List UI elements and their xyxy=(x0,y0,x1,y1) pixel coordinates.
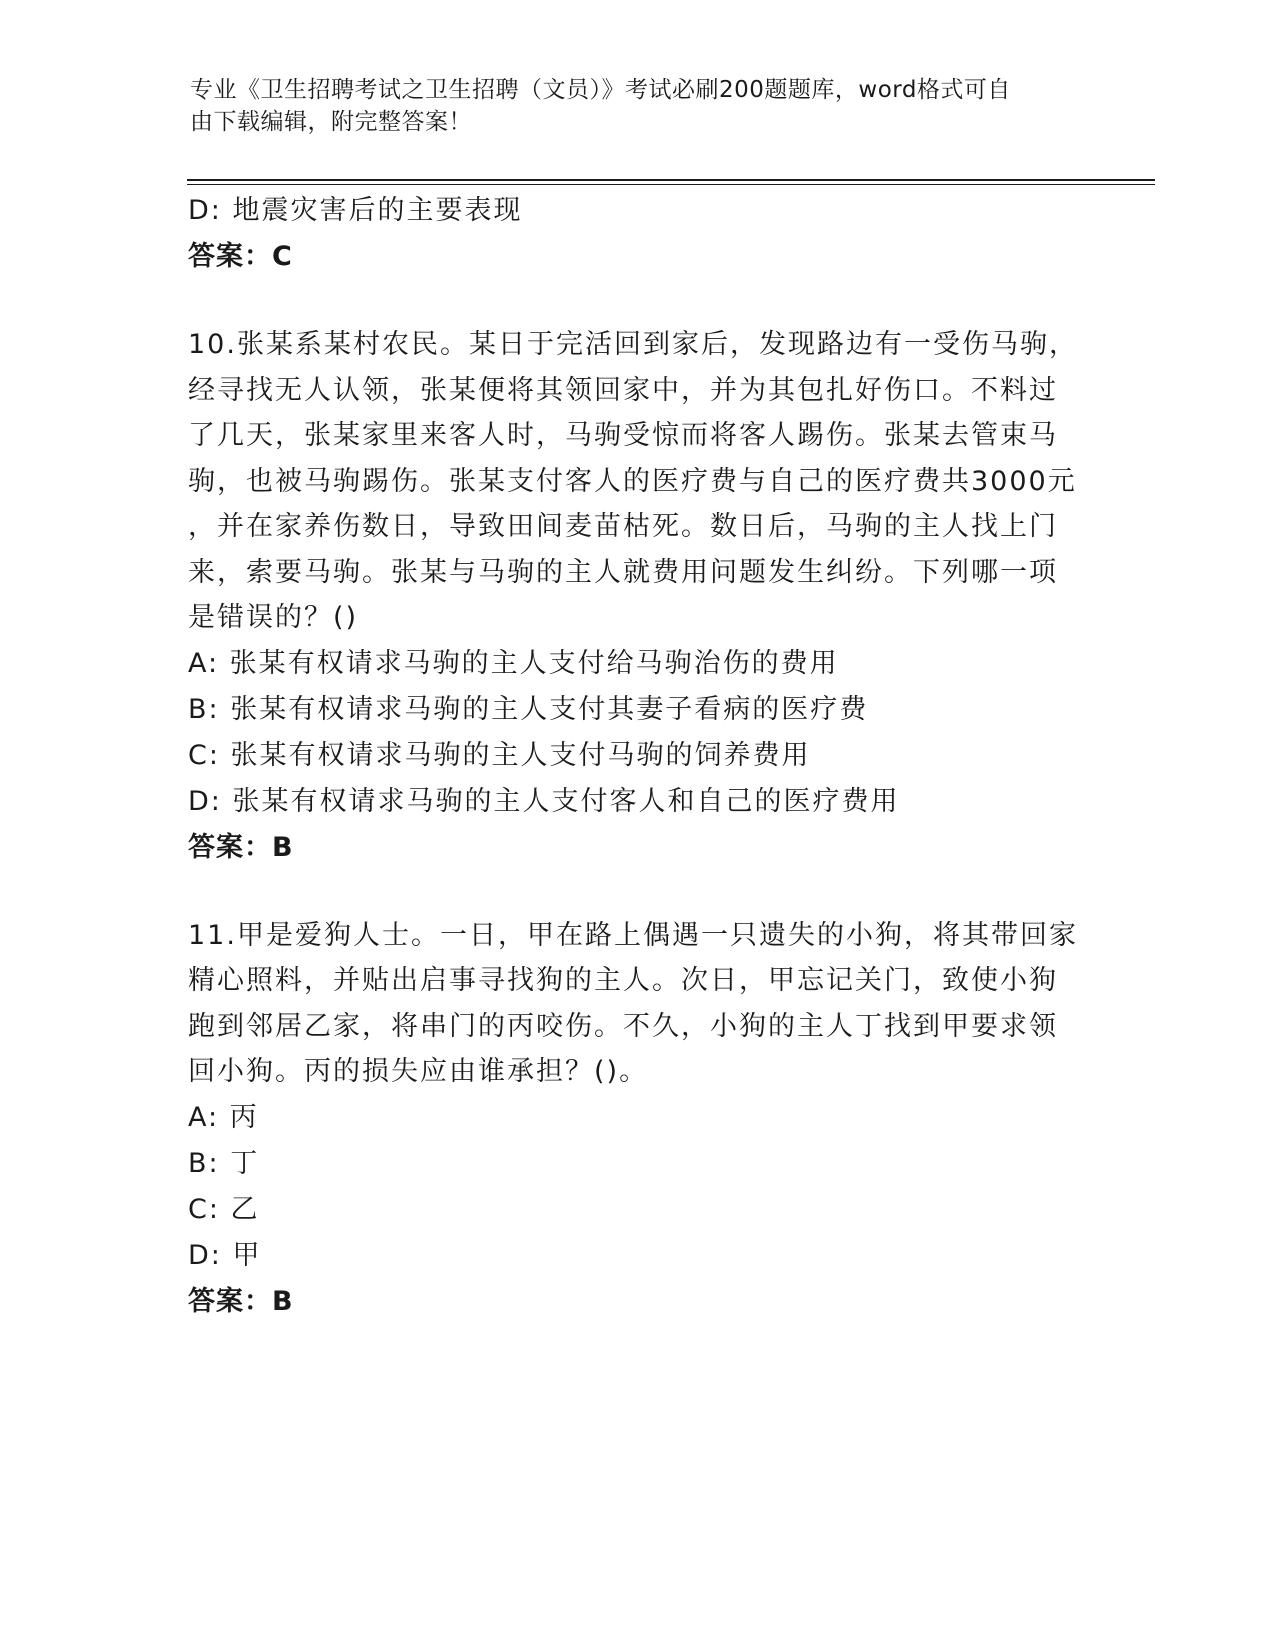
option-a: A: 丙 xyxy=(188,1101,259,1133)
previous-question-tail xyxy=(188,188,1088,280)
answer: 答案：C xyxy=(188,241,293,272)
answer: 答案：B xyxy=(188,1285,294,1317)
question-line: 是错误的？() xyxy=(188,602,359,633)
option-a: A: 张某有权请求马驹的主人支付给马驹治伤的费用 xyxy=(188,647,839,679)
question-line: 了几天，张某家里来客人时，马驹受惊而将客人踢伤。张某去管束马 xyxy=(188,420,1058,451)
document-body xyxy=(188,188,1088,1325)
question-11 xyxy=(188,913,1088,1325)
question-line: 经寻找无人认领，张某便将其领回家中，并为其包扎好伤口。不料过 xyxy=(188,374,1058,406)
spacer xyxy=(188,280,1088,322)
option-c: C: 张某有权请求马驹的主人支付马驹的饲养费用 xyxy=(188,739,811,771)
question-line: 10.张某系某村农民。某日于完活回到家后，发现路边有一受伤马驹， xyxy=(188,329,1078,360)
header-divider-thin xyxy=(187,184,1155,185)
option-d: D: 张某有权请求马驹的主人支付客人和自己的医疗费用 xyxy=(188,785,900,817)
option-d: D: 甲 xyxy=(188,1239,262,1271)
answer: 答案：B xyxy=(188,831,294,863)
question-10 xyxy=(188,322,1088,871)
header-line-1: 专业《卫生招聘考试之卫生招聘（文员）》考试必刷200题题库，word格式可自 xyxy=(190,77,1011,103)
document-header xyxy=(190,74,1090,138)
question-line: 驹，也被马驹踢伤。张某支付客人的医疗费与自己的医疗费共3000元 xyxy=(188,465,1077,497)
header-divider-thick xyxy=(187,179,1155,181)
question-line: 回小狗。丙的损失应由谁承担？()。 xyxy=(188,1056,649,1087)
question-line: 精心照料，并贴出启事寻找狗的主人。次日，甲忘记关门，致使小狗 xyxy=(188,965,1058,996)
option-c: C: 乙 xyxy=(188,1193,260,1225)
question-line: 跑到邻居乙家，将串门的丙咬伤。不久，小狗的主人丁找到甲要求领 xyxy=(188,1010,1058,1042)
question-line: 来，索要马驹。张某与马驹的主人就费用问题发生纠纷。下列哪一项 xyxy=(188,556,1058,588)
option-d: D: 地震灾害后的主要表现 xyxy=(188,195,523,226)
question-line: ，并在家养伤数日，导致田间麦苗枯死。数日后，马驹的主人找上门 xyxy=(188,511,1058,542)
spacer xyxy=(188,871,1088,913)
option-b: B: 丁 xyxy=(188,1147,260,1179)
header-line-2: 由下载编辑，附完整答案！ xyxy=(190,109,472,135)
option-b: B: 张某有权请求马驹的主人支付其妻子看病的医疗费 xyxy=(188,693,869,725)
question-10-text xyxy=(188,322,1088,641)
question-11-text xyxy=(188,913,1088,1095)
question-line: 11.甲是爱狗人士。一日，甲在路上偶遇一只遗失的小狗，将其带回家 xyxy=(188,919,1078,951)
